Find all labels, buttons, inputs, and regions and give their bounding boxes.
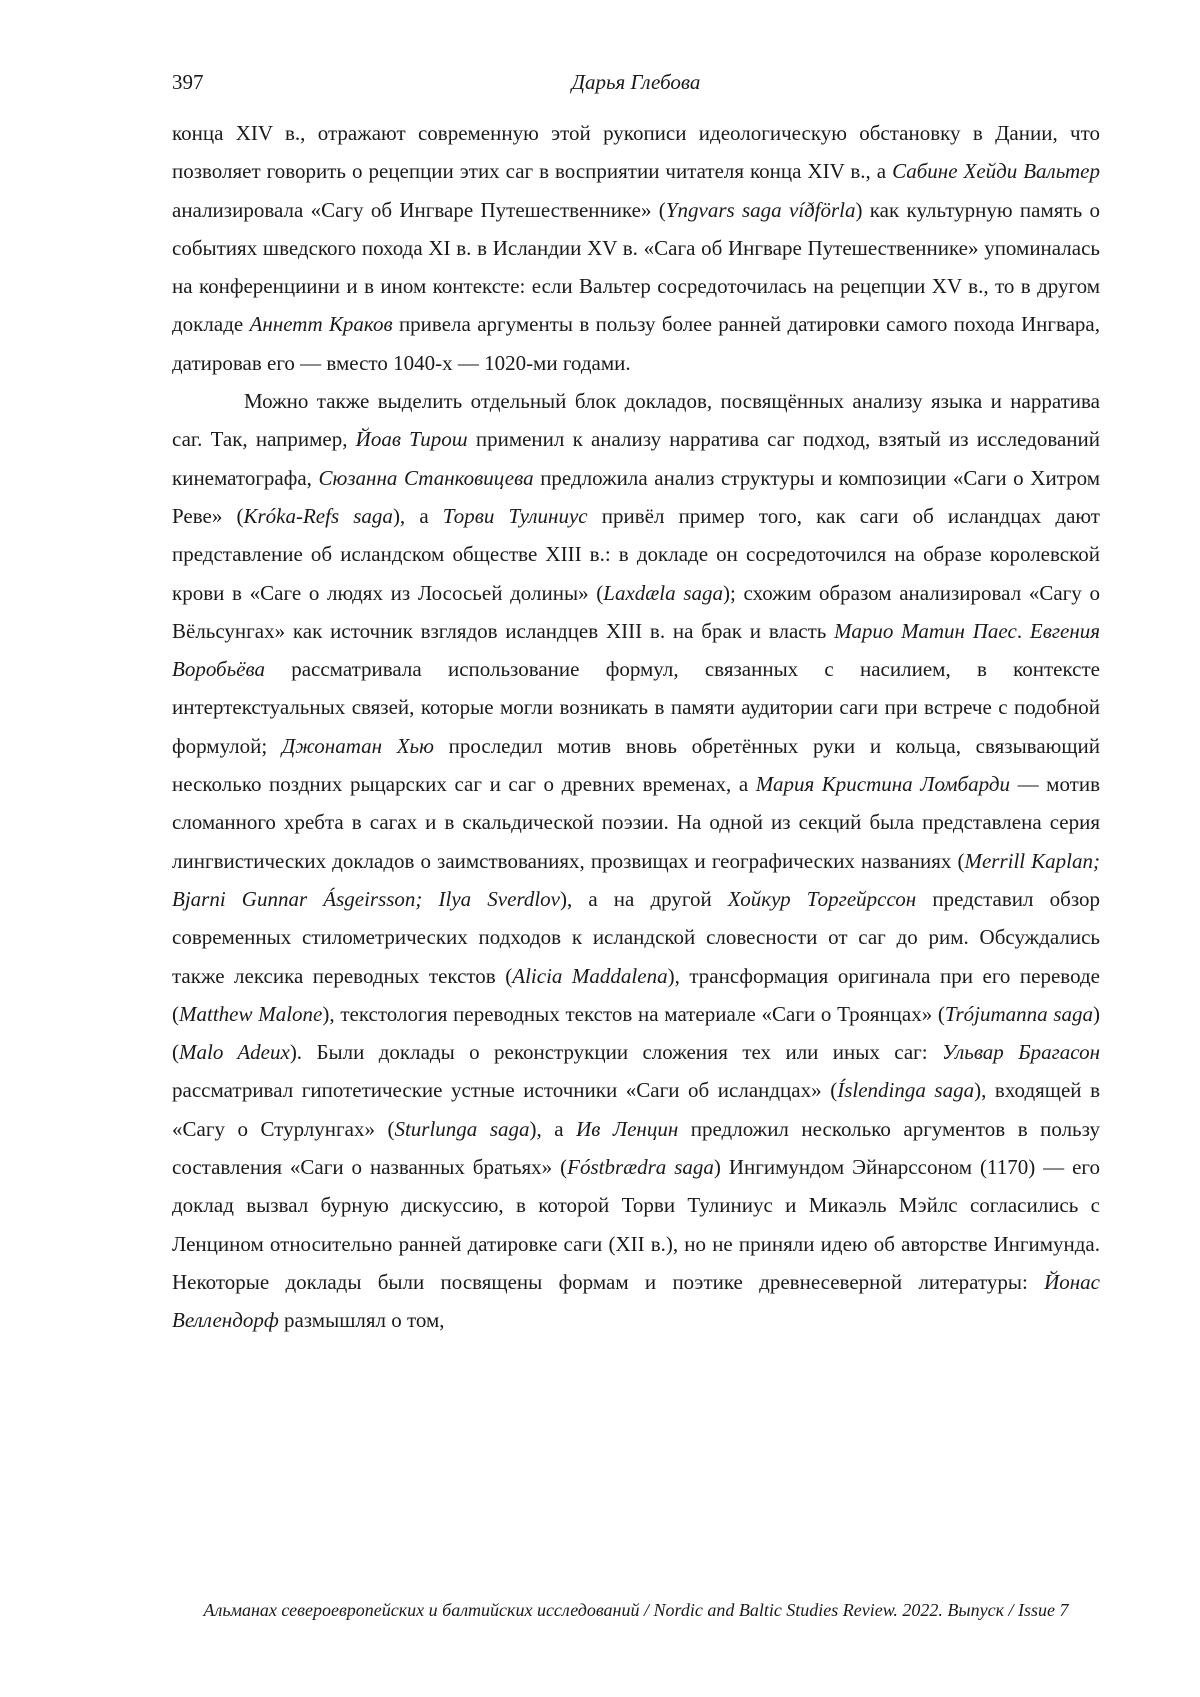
text-run: ), а на другой <box>560 886 728 911</box>
text-run: привела аргументы в пользу более ранней датировки самого похода Ингвара, датировав его — вместо 1040-х — 1020-ми годами. <box>172 312 1101 375</box>
text-run: размышлял о том, <box>278 1308 445 1333</box>
italic-run: Хойкур Торгейрссон <box>727 886 917 911</box>
text-run: рассматривал гипотетические устные источники «Саги об исландцах» ( <box>172 1078 838 1103</box>
italic-run: Laxdæla saga <box>603 580 723 605</box>
italic-run: Сабине Хейди Вальтер <box>892 159 1100 184</box>
text-run: ), входящей в «Сагу о Стурлунгах» ( <box>172 1078 1101 1141</box>
text-run: ), текстология переводных текстов на материале «Саги о Троянцах» ( <box>322 1001 945 1026</box>
text-run: применил к анализу нарратива саг подход, взятый из исследований кинематографа, <box>172 427 1100 490</box>
text-run: ); схожим образом анализировал «Сагу о Вёльсунгах» как источник взглядов исландцев XIII в. на брак и власть <box>172 580 1100 643</box>
italic-run: Джонатан Хью <box>281 733 434 758</box>
italic-run: Malo Adeux <box>179 1040 290 1065</box>
running-title: Дарья Глебова <box>571 70 701 94</box>
italic-run: Йонас Веллендорф <box>172 1269 1100 1333</box>
italic-run: Мария Кристина Ломбарди <box>755 772 1010 797</box>
text-run: ), трансформация оригинала при его переводе ( <box>172 963 1100 1026</box>
italic-run: Matthew Malone <box>179 1001 323 1026</box>
paragraph <box>172 114 1100 382</box>
italic-run: Ульвар Брагасон <box>942 1040 1100 1065</box>
italic-run: Торви Тулиниус <box>442 503 588 528</box>
text-run: ), а <box>529 1116 577 1141</box>
text-run: — мотив сломанного хребта в сагах и в скальдической поэзии. На одной из секций была представлена серия лингвистических докладов о заимствованиях, прозвищах и географических названиях ( <box>172 772 1101 873</box>
text-run: ). Были доклады о реконструкции сложения тех или иных саг: <box>289 1040 943 1065</box>
text-run: ) как культурную память о событиях шведского похода XI в. в Исландии XV в. «Сага об Ингваре Путешественнике» упоминалась на конференциини и в ином контексте: если Вальтер сосредоточилась на рецепции XV в., то в другом докладе <box>172 197 1101 337</box>
text-run: Можно также выделить отдельный блок докладов, посвящённых анализу языка и нарратива саг. Так, например, <box>172 389 1100 452</box>
paragraph <box>172 382 1100 1339</box>
article-body <box>172 114 1100 1340</box>
italic-run: Аннетт Краков <box>249 312 393 337</box>
text-run: предложила анализ структуры и композиции «Саги о Хитром Реве» ( <box>172 465 1100 528</box>
text-run: предложил несколько аргументов в пользу составления «Саги о названных братьях» ( <box>172 1116 1100 1180</box>
italic-run: Merrill Kaplan; Bjarni Gunnar Ásgeirsson; Ilya Sverdlov <box>172 848 1101 911</box>
italic-run: Trójumanna saga <box>944 1001 1094 1026</box>
text-run: привёл пример того, как саги об исландцах дают представление об исландском обществе XIII в.: в докладе он сосредоточился на образе королевской крови в «Саге о людях из Лососьей долины» ( <box>172 503 1100 605</box>
italic-run: Sturlunga saga <box>394 1116 530 1141</box>
text-run: ) Ингимундом Эйнарссоном (1170) — его доклад вызвал бурную дискуссию, в которой Торви Тулиниус и Микаэль Мэйлс согласились с Ленцином относительно ранней датировке саги (XII в.), но не приняли идею об авторстве Ингимунда. Некоторые доклады были посвящены формам и поэтике древнесеверной литературы: <box>172 1155 1100 1294</box>
page-number: 397 <box>172 70 204 94</box>
text-run: ), а <box>392 503 443 528</box>
text-run: . <box>1016 618 1030 643</box>
text-run: представил обзор современных стилометрических подходов к исландской словесности от саг до рим. Обсуждались также лексика переводных текстов ( <box>172 886 1100 988</box>
italic-run: Сюзанна Станковицева <box>318 465 534 490</box>
text-run: анализировала «Сагу об Ингваре Путешественнике» ( <box>172 197 666 222</box>
text-run: конца XIV в., отражают современную этой рукописи идеологическую обстановку в Дании, что позволяет говорить о рецепции этих саг в восприятии читателя конца XIV в., а <box>172 121 1100 184</box>
italic-run: Йоав Тирош <box>355 427 468 452</box>
page-footer: Альманах североевропейских и балтийских исследований / Nordic and Baltic Studies Review. 2022. Выпуск / Issue 7 <box>203 1600 1069 1620</box>
italic-run: Yngvars saga víðförla <box>665 197 856 222</box>
italic-run: Fóstbrædra saga <box>567 1155 714 1180</box>
text-run: рассматривала использование формул, связанных с насилием, в контексте интертекстуальных связей, которые могли возникать в памяти аудитории саги при встрече с подобной формулой; <box>172 657 1100 758</box>
italic-run: Íslendinga saga <box>837 1078 975 1103</box>
text-run: проследил мотив вновь обретённых руки и кольца, связывающий несколько поздних рыцарских саг и саг о древних временах, а <box>172 733 1100 797</box>
italic-run: Ив Ленцин <box>576 1116 679 1141</box>
italic-run: Króka-Refs saga <box>243 503 393 528</box>
text-run: ) ( <box>172 1001 1101 1065</box>
italic-run: Евгения Воробьёва <box>172 618 1101 682</box>
italic-run: Alicia Maddalena <box>512 963 668 988</box>
italic-run: Марио Матин Паес <box>834 618 1017 643</box>
page-header <box>172 70 1100 100</box>
